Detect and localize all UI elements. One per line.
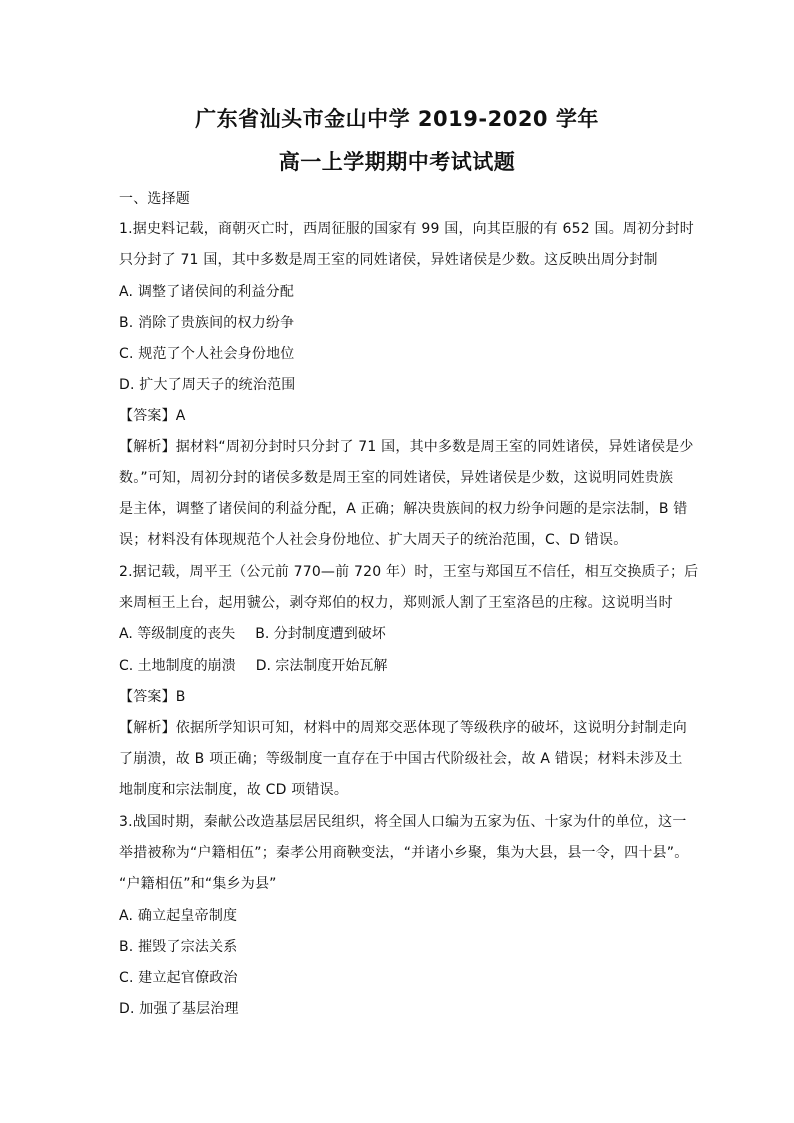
q1-option-b: B. 消除了贵族间的权力纷争 [119,315,295,331]
q1-analysis-line2: 数。”可知，周初分封的诸侯多数是周王室的同姓诸侯，异姓诸侯是少数，这说明同姓贵族 [119,470,674,486]
q2-options-row1 [119,623,386,643]
q3-option-a: A. 确立起皇帝制度 [119,908,238,924]
q1-analysis-line3: 是主体，调整了诸侯间的利益分配，A 正确；解决贵族间的权力纷争问题的是宗法制，B 错 [119,501,688,517]
q2-analysis-line1: 【解析】依据所学知识可知，材料中的周郑交恶体现了等级秩序的破坏，这说明分封制走向 [119,720,687,736]
q2-stem-line1: 2.据记载，周平王（公元前 770—前 720 年）时，王室与郑国互不信任，相互交换质子；后 [119,564,699,580]
q1-answer: 【答案】A [119,408,186,424]
q2-answer: 【答案】B [119,689,186,705]
section-heading: 一、选择题 [119,191,190,207]
q1-option-d: D. 扩大了周天子的统治范围 [119,377,296,393]
q1-analysis-line4: 误；材料没有体现规范个人社会身份地位、扩大周天子的统治范围，C、D 错误。 [119,532,628,548]
q2-option-c: C. 土地制度的崩溃 [119,658,236,674]
q1-option-a: A. 调整了诸侯间的利益分配 [119,284,295,300]
q2-option-d: D. 宗法制度开始瓦解 [255,658,388,674]
q2-options-row2 [119,655,387,675]
q3-option-c: C. 建立起官僚政治 [119,970,238,986]
q1-analysis-line1: 【解析】据材料“周初分封时只分封了 71 国，其中多数是周王室的同姓诸侯，异姓诸侯是少 [119,439,694,455]
document-title-line1: 广东省汕头市金山中学 2019-2020 学年 [195,107,599,131]
q3-stem-line3: “户籍相伍”和“集乡为县” [119,876,277,892]
q2-stem-line2: 来周桓王上台，起用虢公，剥夺郑伯的权力，郑则派人割了王室洛邑的庄稼。这说明当时 [119,595,673,611]
q2-analysis-line3: 地制度和宗法制度，故 CD 项错误。 [119,782,349,798]
q2-option-a: A. 等级制度的丧失 [119,626,236,642]
q3-stem-line2: 举措被称为“户籍相伍”；秦孝公用商鞅变法，“并诸小乡聚，集为大县，县一令，四十县”。 [119,845,689,861]
q2-analysis-line2: 了崩溃，故 B 项正确；等级制度一直存在于中国古代阶级社会，故 A 错误；材料未涉及土 [119,751,683,767]
q1-stem-line2: 只分封了 71 国，其中多数是周王室的同姓诸侯，异姓诸侯是少数。这反映出周分封制 [119,252,658,268]
q1-option-c: C. 规范了个人社会身份地位 [119,346,295,362]
q3-stem-line1: 3.战国时期，秦献公改造基层居民组织，将全国人口编为五家为伍、十家为什的单位，这一 [119,814,687,830]
q3-option-b: B. 摧毁了宗法关系 [119,939,238,955]
q1-stem-line1: 1.据史料记载，商朝灭亡时，西周征服的国家有 99 国，向其臣服的有 652 国。周初分封时 [119,221,694,237]
q3-option-d: D. 加强了基层治理 [119,1001,239,1017]
document-title-line2: 高一上学期期中考试试题 [278,150,516,174]
q2-option-b: B. 分封制度遭到破坏 [255,626,386,642]
